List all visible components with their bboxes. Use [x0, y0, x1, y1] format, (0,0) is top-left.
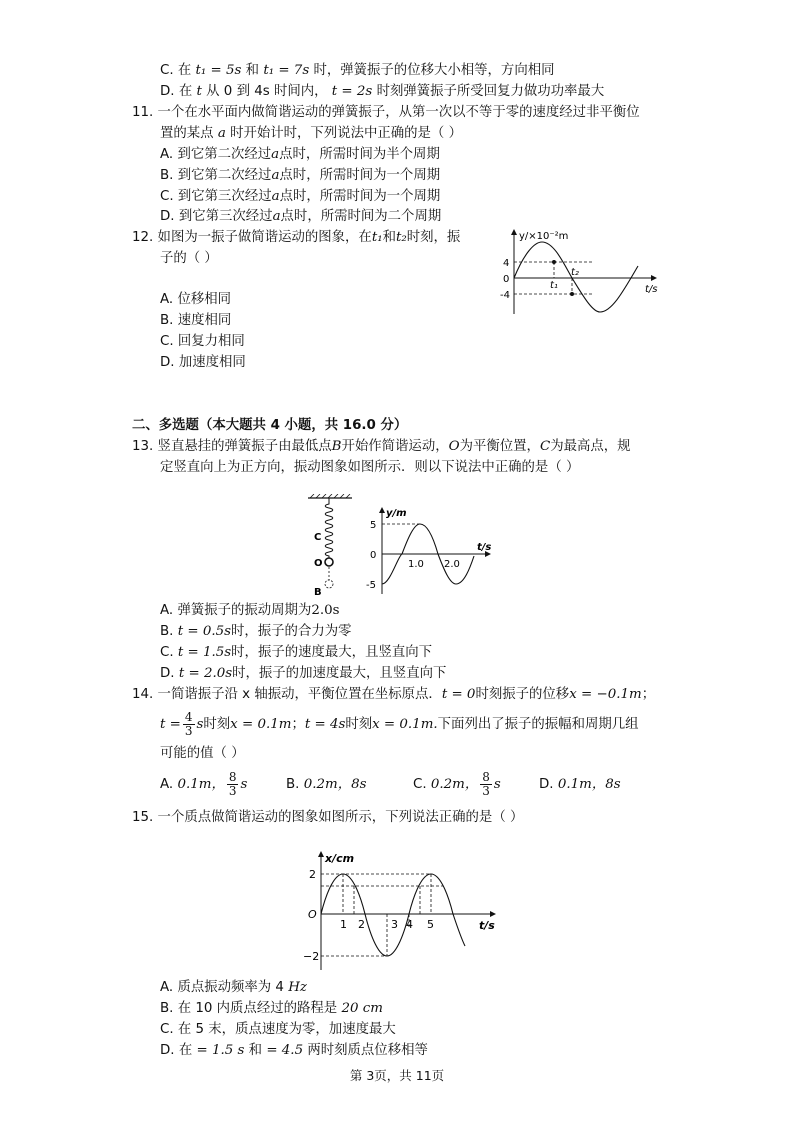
text: B.	[160, 624, 178, 639]
math: t = 2.0s	[178, 666, 233, 681]
text: 下面列出了振子的振幅和周期几组	[437, 717, 639, 732]
text: 点时，所需时间为一个周期	[279, 189, 441, 204]
numerator: 8	[482, 769, 490, 784]
q13-ball	[325, 558, 333, 566]
text: 15. 一个质点做简谐运动的图象如图所示，下列说法正确的是（ ）	[132, 810, 524, 825]
text: C.	[413, 777, 427, 792]
text: 时刻振子的位移	[475, 687, 570, 702]
math: t = 1.5s	[177, 645, 232, 660]
text: ；	[291, 717, 305, 732]
text: B. 在 10 内质点经过的路程是	[160, 1001, 338, 1016]
q11-option	[160, 145, 440, 165]
text: A.	[160, 777, 174, 792]
fraction	[227, 771, 239, 798]
q13-stem-line1	[132, 437, 631, 457]
text: 时，弹簧振子的位移大小相等，方向相同	[313, 63, 555, 78]
math: a	[271, 168, 280, 183]
math: t₁ = 5s	[195, 63, 242, 78]
text: 13. 竖直悬挂的弹簧振子由最低点	[132, 439, 332, 454]
q15-xtick: 3	[391, 918, 398, 931]
text: 点时，所需时间为一个周期	[279, 168, 441, 183]
fraction	[183, 711, 195, 738]
q13-ytick: -5	[366, 580, 376, 591]
text: 时刻弹簧振子所受回复力做功功率最大	[376, 84, 605, 99]
math: 0.2m，8s	[303, 777, 367, 792]
math: 0.2m，	[430, 777, 479, 792]
q15-xtick: 1	[340, 918, 347, 931]
math: t = 0	[441, 687, 476, 702]
q13-figure	[300, 494, 496, 598]
q12-option: A. 位移相同	[160, 292, 231, 307]
text: 11. 一个在水平面内做简谐运动的弹簧振子，从第一次以不等于零的速度经过非平衡位	[132, 105, 640, 120]
text: A. 弹簧振子的振动周期为	[160, 603, 312, 618]
section-title: 二、多选题（本大题共 4 小题，共 16.0 分）	[132, 418, 408, 433]
text: 时，振子的合力为零	[231, 624, 352, 639]
math: 0.1m，8s	[557, 777, 621, 792]
math: t₂	[395, 230, 407, 245]
q12-ytick: -4	[500, 290, 510, 301]
denominator: 3	[184, 723, 193, 738]
text: 时，振子的速度最大，且竖直向下	[231, 645, 433, 660]
q15-stem	[132, 808, 523, 828]
text: ；	[641, 687, 656, 702]
q13-spring	[325, 498, 333, 558]
math: B	[331, 439, 342, 454]
math: a	[271, 189, 280, 204]
q15-xlabel: t/s	[479, 919, 495, 932]
q12-xlabel: t/s	[645, 284, 658, 295]
q15-ylabel: x/cm	[325, 852, 355, 865]
q10-option-d	[160, 82, 604, 102]
q15-origin: O	[308, 908, 317, 921]
math: x = 0.1m.	[372, 717, 438, 732]
q15-xtick: 2	[358, 918, 365, 931]
math: t =	[160, 717, 181, 732]
math: t₁	[371, 230, 383, 245]
math: O	[448, 439, 460, 454]
q12-ylabel: y/×10⁻²m	[519, 231, 569, 242]
math: x = −0.1m	[569, 687, 642, 702]
q12-stem-line1	[132, 228, 460, 248]
q12-option: B. 速度相同	[160, 313, 232, 328]
q11-option	[160, 187, 440, 207]
text: 两时刻质点位移相等	[307, 1043, 428, 1058]
q15-option-a	[160, 978, 307, 998]
q13-ytick: 5	[370, 520, 377, 531]
text: 点时，所需时间为二个周期	[280, 209, 442, 224]
page-footer: 第 3页，共 11页	[349, 1068, 445, 1083]
q12-ytick: 0	[503, 274, 510, 285]
q13-option	[160, 601, 340, 621]
q15-option-b	[160, 999, 383, 1019]
text: 为平衡位置，	[459, 439, 540, 454]
text: D.	[539, 777, 554, 792]
math: Hz	[288, 980, 307, 995]
denominator: 3	[228, 783, 237, 798]
q11-option	[160, 166, 440, 186]
text: C.	[160, 645, 178, 660]
q12-option: C. 回复力相同	[160, 334, 245, 349]
q15-option-c: C. 在 5 末，质点速度为零，加速度最大	[160, 1022, 396, 1037]
q12-ytick: 4	[503, 258, 510, 269]
text: 14. 一简谐振子沿 x 轴振动，平衡位置在坐标原点．	[132, 687, 442, 702]
text: 为最高点，规	[550, 439, 631, 454]
text: 时开始计时，下列说法中正确的是（ ）	[230, 126, 462, 141]
text: 开始作简谐运动，	[341, 439, 449, 454]
q12-point-t2	[570, 292, 574, 296]
math: t	[196, 84, 202, 99]
q11-stem-line1	[132, 103, 640, 123]
text: A. 质点振动频率为 4	[160, 980, 284, 995]
q14-stem-line1	[132, 685, 655, 705]
text: C. 在	[160, 63, 192, 78]
math: 2.0s	[311, 603, 340, 618]
math: t = 0.5s	[177, 624, 231, 639]
math: t = 2s	[331, 84, 373, 99]
math: a	[217, 126, 226, 141]
q12-t2-label: t₂	[571, 267, 579, 278]
q13-xtick: 1.0	[408, 559, 424, 570]
q14-option-a	[160, 770, 247, 800]
q12-figure	[494, 224, 672, 316]
math: a	[271, 147, 280, 162]
text: 时刻，振	[406, 230, 461, 245]
q15-xtick: 5	[427, 918, 434, 931]
text: 和	[248, 1043, 263, 1058]
math: s	[493, 777, 501, 792]
q13-stem-line2	[160, 458, 579, 478]
text: 从 0 到 4s 时间内，	[206, 84, 328, 99]
text: A. 到它第二次经过	[160, 147, 272, 162]
math: t₁ = 7s	[263, 63, 310, 78]
q15-option-d	[160, 1041, 428, 1061]
math: x = 0.1m	[230, 717, 292, 732]
math: s	[196, 717, 204, 732]
q15-figure	[303, 846, 499, 972]
math: t = 4s	[304, 717, 346, 732]
denominator: 3	[482, 783, 490, 798]
q13-xtick: 2.0	[444, 559, 460, 570]
q13-ytick: 0	[370, 550, 377, 561]
text: 置的某点	[160, 126, 214, 141]
q15-ytick: −2	[303, 950, 320, 963]
text: D. 在	[160, 84, 193, 99]
text: C. 到它第三次经过	[160, 189, 272, 204]
text: D. 在	[160, 1043, 193, 1058]
q13-option	[160, 664, 446, 684]
text: 时，振子的加速度最大，且竖直向下	[232, 666, 447, 681]
q15-ytick: 2	[309, 868, 316, 881]
q12-t1-label: t₁	[550, 280, 558, 291]
text: 定竖直向上为正方向，振动图象如图所示．则以下说法中正确的是（ ）	[160, 460, 580, 475]
q13-label-b: B	[314, 587, 322, 598]
q11-stem-line2	[160, 124, 462, 144]
q13-label-c: C	[314, 532, 322, 543]
fraction	[480, 771, 492, 798]
q13-xlabel: t/s	[477, 542, 492, 553]
q14-option-b	[286, 770, 367, 800]
text: D.	[160, 666, 179, 681]
text: D. 到它第三次经过	[160, 209, 273, 224]
q12-point-t1	[552, 260, 556, 264]
q13-option	[160, 622, 352, 642]
math: = 1.5 s	[196, 1043, 245, 1058]
q13-option	[160, 643, 432, 663]
q12-stem-line2	[160, 249, 218, 269]
math: = 4.5	[266, 1043, 304, 1058]
text: 子的（ ）	[160, 251, 218, 266]
text: 12. 如图为一振子做简谐运动的图象，在	[132, 230, 372, 245]
q14-option-c	[413, 770, 501, 800]
math: C	[539, 439, 551, 454]
q15-xtick: 4	[406, 918, 413, 931]
text: 点时，所需时间为半个周期	[279, 147, 440, 162]
numerator: 8	[228, 769, 237, 784]
q10-option-c	[160, 61, 555, 81]
text: 时刻	[345, 717, 373, 732]
q12-option: D. 加速度相同	[160, 355, 246, 370]
math: 20 cm	[341, 1001, 383, 1016]
text: 和	[382, 230, 396, 245]
q11-option	[160, 207, 441, 227]
numerator: 4	[184, 709, 193, 724]
text: B. 到它第二次经过	[160, 168, 272, 183]
q14-stem-line3	[160, 744, 245, 764]
q13-ball-lowest	[325, 580, 333, 588]
q13-label-o: O	[314, 558, 323, 569]
text: 时刻	[203, 717, 231, 732]
q13-ylabel: y/m	[386, 508, 407, 519]
text: B.	[286, 777, 300, 792]
q13-ceiling-hatch	[310, 494, 350, 498]
q14-option-d	[539, 770, 621, 800]
text: 可能的值（ ）	[160, 746, 245, 761]
math: s	[240, 777, 248, 792]
math: 0.1m，	[177, 777, 225, 792]
text: 和	[245, 63, 260, 78]
q14-stem-line2	[160, 710, 639, 740]
math: a	[272, 209, 281, 224]
